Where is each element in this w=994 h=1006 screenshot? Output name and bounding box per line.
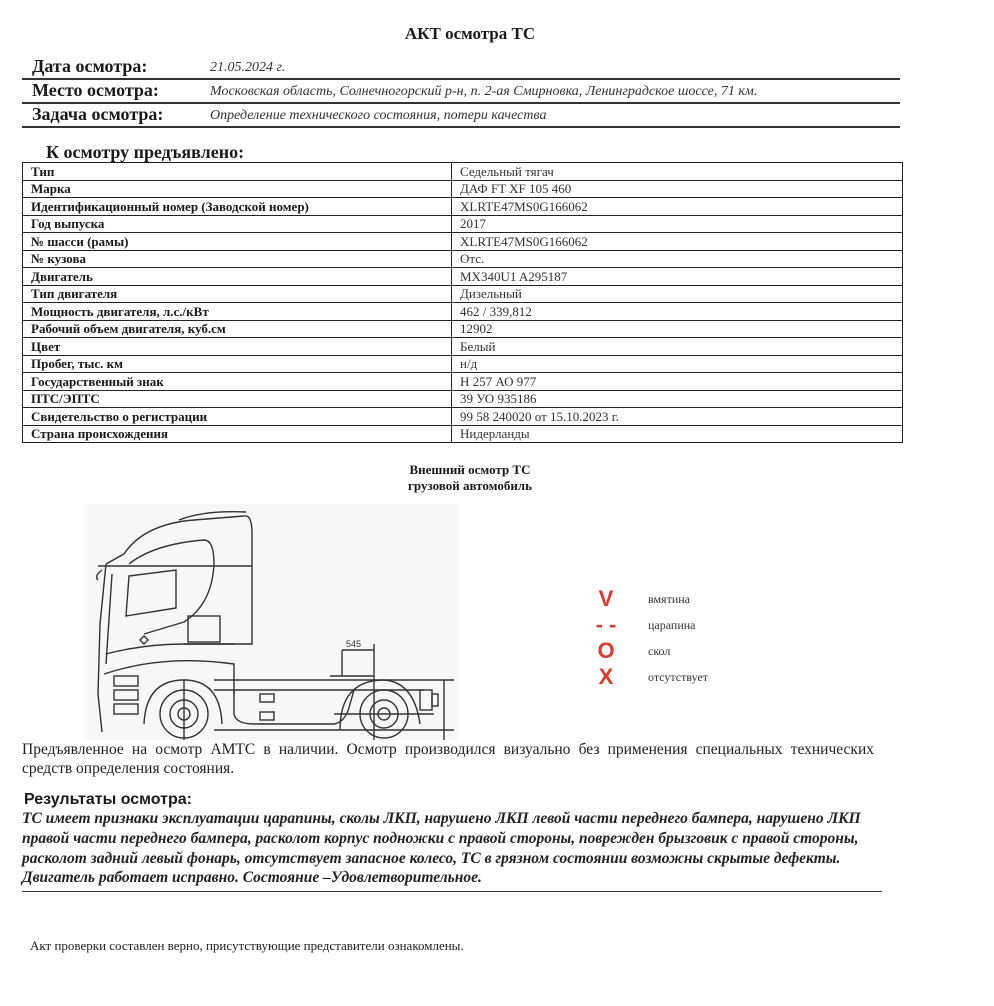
date-label: Дата осмотра: [32, 56, 148, 76]
spec-key: Тип [23, 163, 452, 181]
header-row-place [22, 80, 900, 104]
table-row [23, 233, 903, 251]
spec-key: Двигатель [23, 268, 452, 286]
spec-key: Марка [23, 180, 452, 198]
spec-value: 2017 [452, 215, 903, 233]
spec-key: Свидетельство о регистрации [23, 408, 452, 426]
table-row [23, 373, 903, 391]
spec-key: Тип двигателя [23, 285, 452, 303]
table-row [23, 285, 903, 303]
scratch-symbol-icon: - - [595, 612, 617, 637]
table-row [23, 355, 903, 373]
exterior-inspection-title [370, 462, 570, 494]
spec-key: Пробег, тыс. км [23, 355, 452, 373]
spec-value: XLRTE47MS0G166062 [452, 198, 903, 216]
header-row-date [22, 56, 900, 80]
table-row [23, 425, 903, 443]
date-value: 21.05.2024 г. [210, 60, 286, 75]
spec-key: № шасси (рамы) [23, 233, 452, 251]
presented-title: К осмотру предъявлено: [46, 142, 245, 162]
spec-key: Цвет [23, 338, 452, 356]
place-label: Место осмотра: [32, 80, 159, 100]
spec-value: Отс. [452, 250, 903, 268]
spec-value: 99 58 240020 от 15.10.2023 г. [452, 408, 903, 426]
table-row [23, 303, 903, 321]
place-value: Московская область, Солнечногорский р-н, п. 2-ая Смирновка, Ленинградское шоссе, 71 км. [210, 84, 758, 99]
spec-value: Белый [452, 338, 903, 356]
dent-symbol-icon: V [598, 586, 614, 611]
table-row [23, 163, 903, 181]
spec-value: Нидерланды [452, 425, 903, 443]
table-row [23, 180, 903, 198]
table-row [23, 320, 903, 338]
spec-value: 12902 [452, 320, 903, 338]
presence-paragraph: Предъявленное на осмотр АМТС в наличии. Осмотр производился визуально без применения специальных технических средств определения состояния. [22, 741, 874, 777]
task-value: Определение технического состояния, потери качества [210, 108, 547, 123]
footer-statement: Акт проверки составлен верно, присутствующие представители ознакомлены. [30, 938, 464, 953]
spec-key: Мощность двигателя, л.с./кВт [23, 303, 452, 321]
table-row [23, 198, 903, 216]
header-row-task [22, 104, 900, 128]
spec-key: Страна происхождения [23, 425, 452, 443]
spec-value: н/д [452, 355, 903, 373]
spec-value: Н 257 АО 977 [452, 373, 903, 391]
chip-symbol-icon: O [597, 638, 615, 663]
legend-label: отсутствует [648, 670, 709, 684]
results-title: Результаты осмотра: [24, 791, 192, 808]
spec-value: Дизельный [452, 285, 903, 303]
table-row [23, 250, 903, 268]
exterior-title-line2: грузовой автомобиль [408, 478, 532, 493]
spec-key: Год выпуска [23, 215, 452, 233]
legend-label: скол [648, 644, 671, 658]
dimension-label: 545 [346, 639, 362, 649]
document-title: АКТ осмотра ТС [404, 24, 536, 43]
spec-value: MX340U1 A295187 [452, 268, 903, 286]
spec-table [22, 162, 903, 443]
spec-key: ПТС/ЭПТС [23, 390, 452, 408]
missing-symbol-icon: X [598, 664, 614, 689]
truck-diagram-icon [84, 504, 458, 740]
legend-label: царапина [648, 618, 696, 632]
task-label: Задача осмотра: [32, 104, 164, 124]
spec-value: Седельный тягач [452, 163, 903, 181]
table-row [23, 338, 903, 356]
table-row [23, 215, 903, 233]
exterior-title-line1: Внешний осмотр ТС [409, 462, 531, 477]
spec-value: ДАФ FT XF 105 460 [452, 180, 903, 198]
spec-value: 462 / 339,812 [452, 303, 903, 321]
legend-label: вмятина [648, 592, 690, 606]
spec-key: Идентификационный номер (Заводской номер) [23, 198, 452, 216]
spec-value: XLRTE47MS0G166062 [452, 233, 903, 251]
spec-key: № кузова [23, 250, 452, 268]
spec-key: Рабочий объем двигателя, куб.см [23, 320, 452, 338]
table-row [23, 268, 903, 286]
table-row [23, 390, 903, 408]
results-paragraph: ТС имеет признаки эксплуатации царапины, сколы ЛКП, нарушено ЛКП левой части переднего бампера, нарушено ЛКП правой части переднего бампера, расколот корпус подножки с правой стороны, поврежден брызговик с правой стороны, расколот задний левый фонарь, отсутствует запасное колесо, ТС в грязном состоянии возможны скрытые дефекты. Двигатель работает исправно. Состояние –Удовлетворительное. [22, 809, 882, 892]
spec-value: 39 УО 935186 [452, 390, 903, 408]
table-row [23, 408, 903, 426]
spec-key: Государственный знак [23, 373, 452, 391]
